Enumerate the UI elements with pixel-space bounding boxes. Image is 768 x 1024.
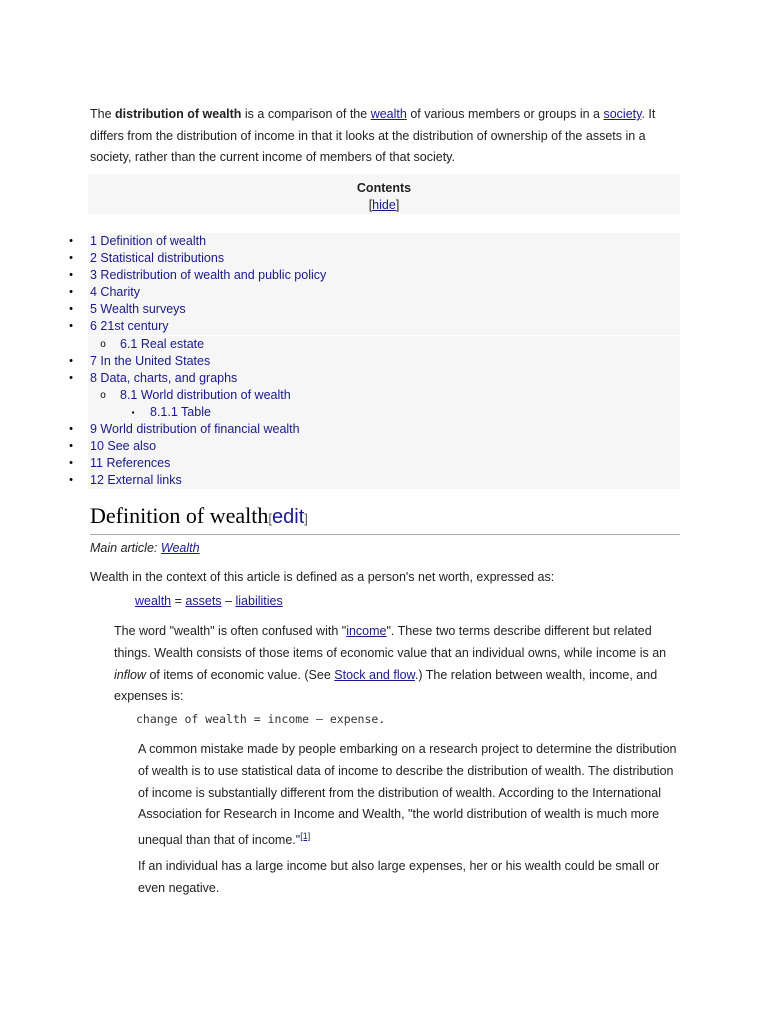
society-link[interactable]: society (603, 107, 642, 121)
toc-bullet: o (100, 338, 106, 350)
toc-item[interactable] (69, 284, 680, 301)
wealth-change-equation: change of wealth = income – expense. (136, 712, 386, 726)
toc-bullet: o (100, 389, 106, 401)
formula-minus: – (225, 594, 232, 608)
toc-bracket-open: [ (368, 198, 373, 212)
toc-bracket-close: ] (395, 198, 400, 212)
toc-item-link[interactable]: 1 Definition of wealth (90, 234, 207, 248)
toc-hide-link[interactable]: hide (372, 198, 396, 212)
toc-item-link[interactable]: 6.1 Real estate (120, 336, 205, 351)
edit-bracket-open: [ (268, 511, 273, 526)
toc-item-link[interactable]: 10 See also (90, 439, 157, 454)
toc-title: Contents (356, 181, 412, 195)
toc-bullet: • (69, 354, 73, 367)
intro-text-rest: . It differs from the distribution of income in that it looks at the distribution of ownership of the assets in a society, rather than the current income of members of that society. (90, 107, 656, 164)
toc-item-link[interactable]: 4 Charity (90, 285, 141, 300)
toc-item[interactable] (69, 233, 680, 250)
toc-item[interactable] (69, 370, 680, 387)
intro-the: The (90, 107, 112, 121)
edit-bracket-close: ] (304, 511, 308, 526)
toc-item[interactable] (69, 301, 680, 318)
common-mistake-paragraph (138, 739, 682, 852)
main-article-note (90, 541, 200, 555)
wealth-formula (135, 594, 283, 608)
toc-bullet: • (69, 269, 73, 282)
wealth-income-paragraph (114, 621, 682, 708)
toc-bullet: • (69, 286, 73, 299)
toc-item[interactable] (88, 404, 680, 421)
toc-bullet: • (69, 457, 73, 470)
toc-bullet: • (69, 371, 73, 384)
toc-header (88, 174, 680, 214)
formula-liabilities-link[interactable]: liabilities (235, 594, 283, 608)
income-link[interactable]: income (346, 624, 387, 638)
toc-bullet: • (69, 474, 73, 487)
reference-1-link[interactable]: [1] (300, 831, 311, 842)
toc-item[interactable] (69, 455, 680, 472)
formula-wealth-link[interactable]: wealth (135, 594, 172, 608)
toc-item[interactable] (88, 336, 680, 353)
wealth-link[interactable]: wealth (370, 107, 407, 121)
toc-item-link[interactable]: 9 World distribution of financial wealth (90, 422, 300, 437)
toc-item[interactable] (69, 421, 680, 438)
toc-item-link[interactable]: 3 Redistribution of wealth and public policy (90, 268, 327, 283)
toc-item[interactable] (69, 472, 680, 489)
toc-item-link[interactable]: 12 External links (90, 473, 182, 488)
toc-item-link[interactable]: 6 21st century (90, 319, 169, 334)
toc-bullet: • (69, 423, 73, 436)
toc-bullet: • (69, 320, 73, 333)
toc-toggle (88, 196, 680, 214)
toc-item[interactable] (69, 267, 680, 284)
toc-bullet: • (69, 303, 73, 316)
section-heading (90, 503, 680, 535)
section-heading-text: Definition of wealth (90, 503, 269, 528)
toc-item[interactable] (69, 318, 680, 335)
toc-bullet: ▪ (131, 407, 135, 417)
toc-item[interactable] (69, 438, 680, 455)
para3-text: A common mistake made by people embarking on a research project to determine the distribution of wealth is to use statistical data of income to describe the distribution of wealth. The distribution of income is substantially different from the distribution of wealth. According to the International Association for Research in Income and Wealth, "the world distribution of wealth is much more unequal than that of income." (138, 742, 677, 848)
toc-item-link[interactable]: 5 Wealth surveys (90, 302, 186, 317)
para2-text-d: .) The relation between wealth, income, and expenses is: (114, 667, 658, 704)
para2-text-b: ". These two terms describe different but related things. Wealth consists of those items of economic value that an individual owns, while income is an (114, 624, 667, 660)
toc-bullet: • (69, 235, 73, 247)
edit-link[interactable]: edit (272, 506, 305, 528)
formula-assets-link[interactable]: assets (185, 594, 222, 608)
toc-item[interactable] (69, 353, 680, 370)
formula-equals: = (174, 594, 182, 608)
toc-item-link[interactable]: 8.1 World distribution of wealth (120, 387, 291, 402)
toc-item-link[interactable]: 8 Data, charts, and graphs (90, 370, 238, 385)
toc-item[interactable] (88, 387, 680, 404)
toc-item[interactable] (69, 250, 680, 267)
toc-bullet: • (69, 440, 73, 453)
toc-item-link[interactable]: 8.1.1 Table (150, 404, 211, 419)
toc-item-link[interactable]: 11 References (90, 456, 171, 471)
intro-bold-term: distribution of wealth (115, 107, 242, 121)
definition-paragraph: Wealth in the context of this article is defined as a person's net worth, expressed as: (90, 570, 555, 584)
main-article-link[interactable]: Wealth (160, 541, 200, 555)
intro-paragraph (90, 104, 682, 169)
toc-list (60, 233, 680, 489)
inflow-term: inflow (114, 667, 146, 682)
toc-item-link[interactable]: 7 In the United States (90, 353, 211, 368)
main-article-label: Main article: (90, 541, 158, 555)
intro-text-1: is a comparison of the (244, 107, 368, 121)
toc-item-link[interactable]: 2 Statistical distributions (90, 251, 225, 266)
stock-and-flow-link[interactable]: Stock and flow (334, 667, 415, 682)
toc-bullet: • (69, 252, 73, 265)
para2-text-c: of items of economic value. (See (149, 667, 331, 682)
intro-text-2: of various members or groups in a (410, 107, 600, 121)
para2-text-a: The word "wealth" is often confused with " (114, 624, 347, 638)
negative-wealth-paragraph: If an individual has a large income but also large expenses, her or his wealth could be small or even negative. (138, 859, 660, 895)
